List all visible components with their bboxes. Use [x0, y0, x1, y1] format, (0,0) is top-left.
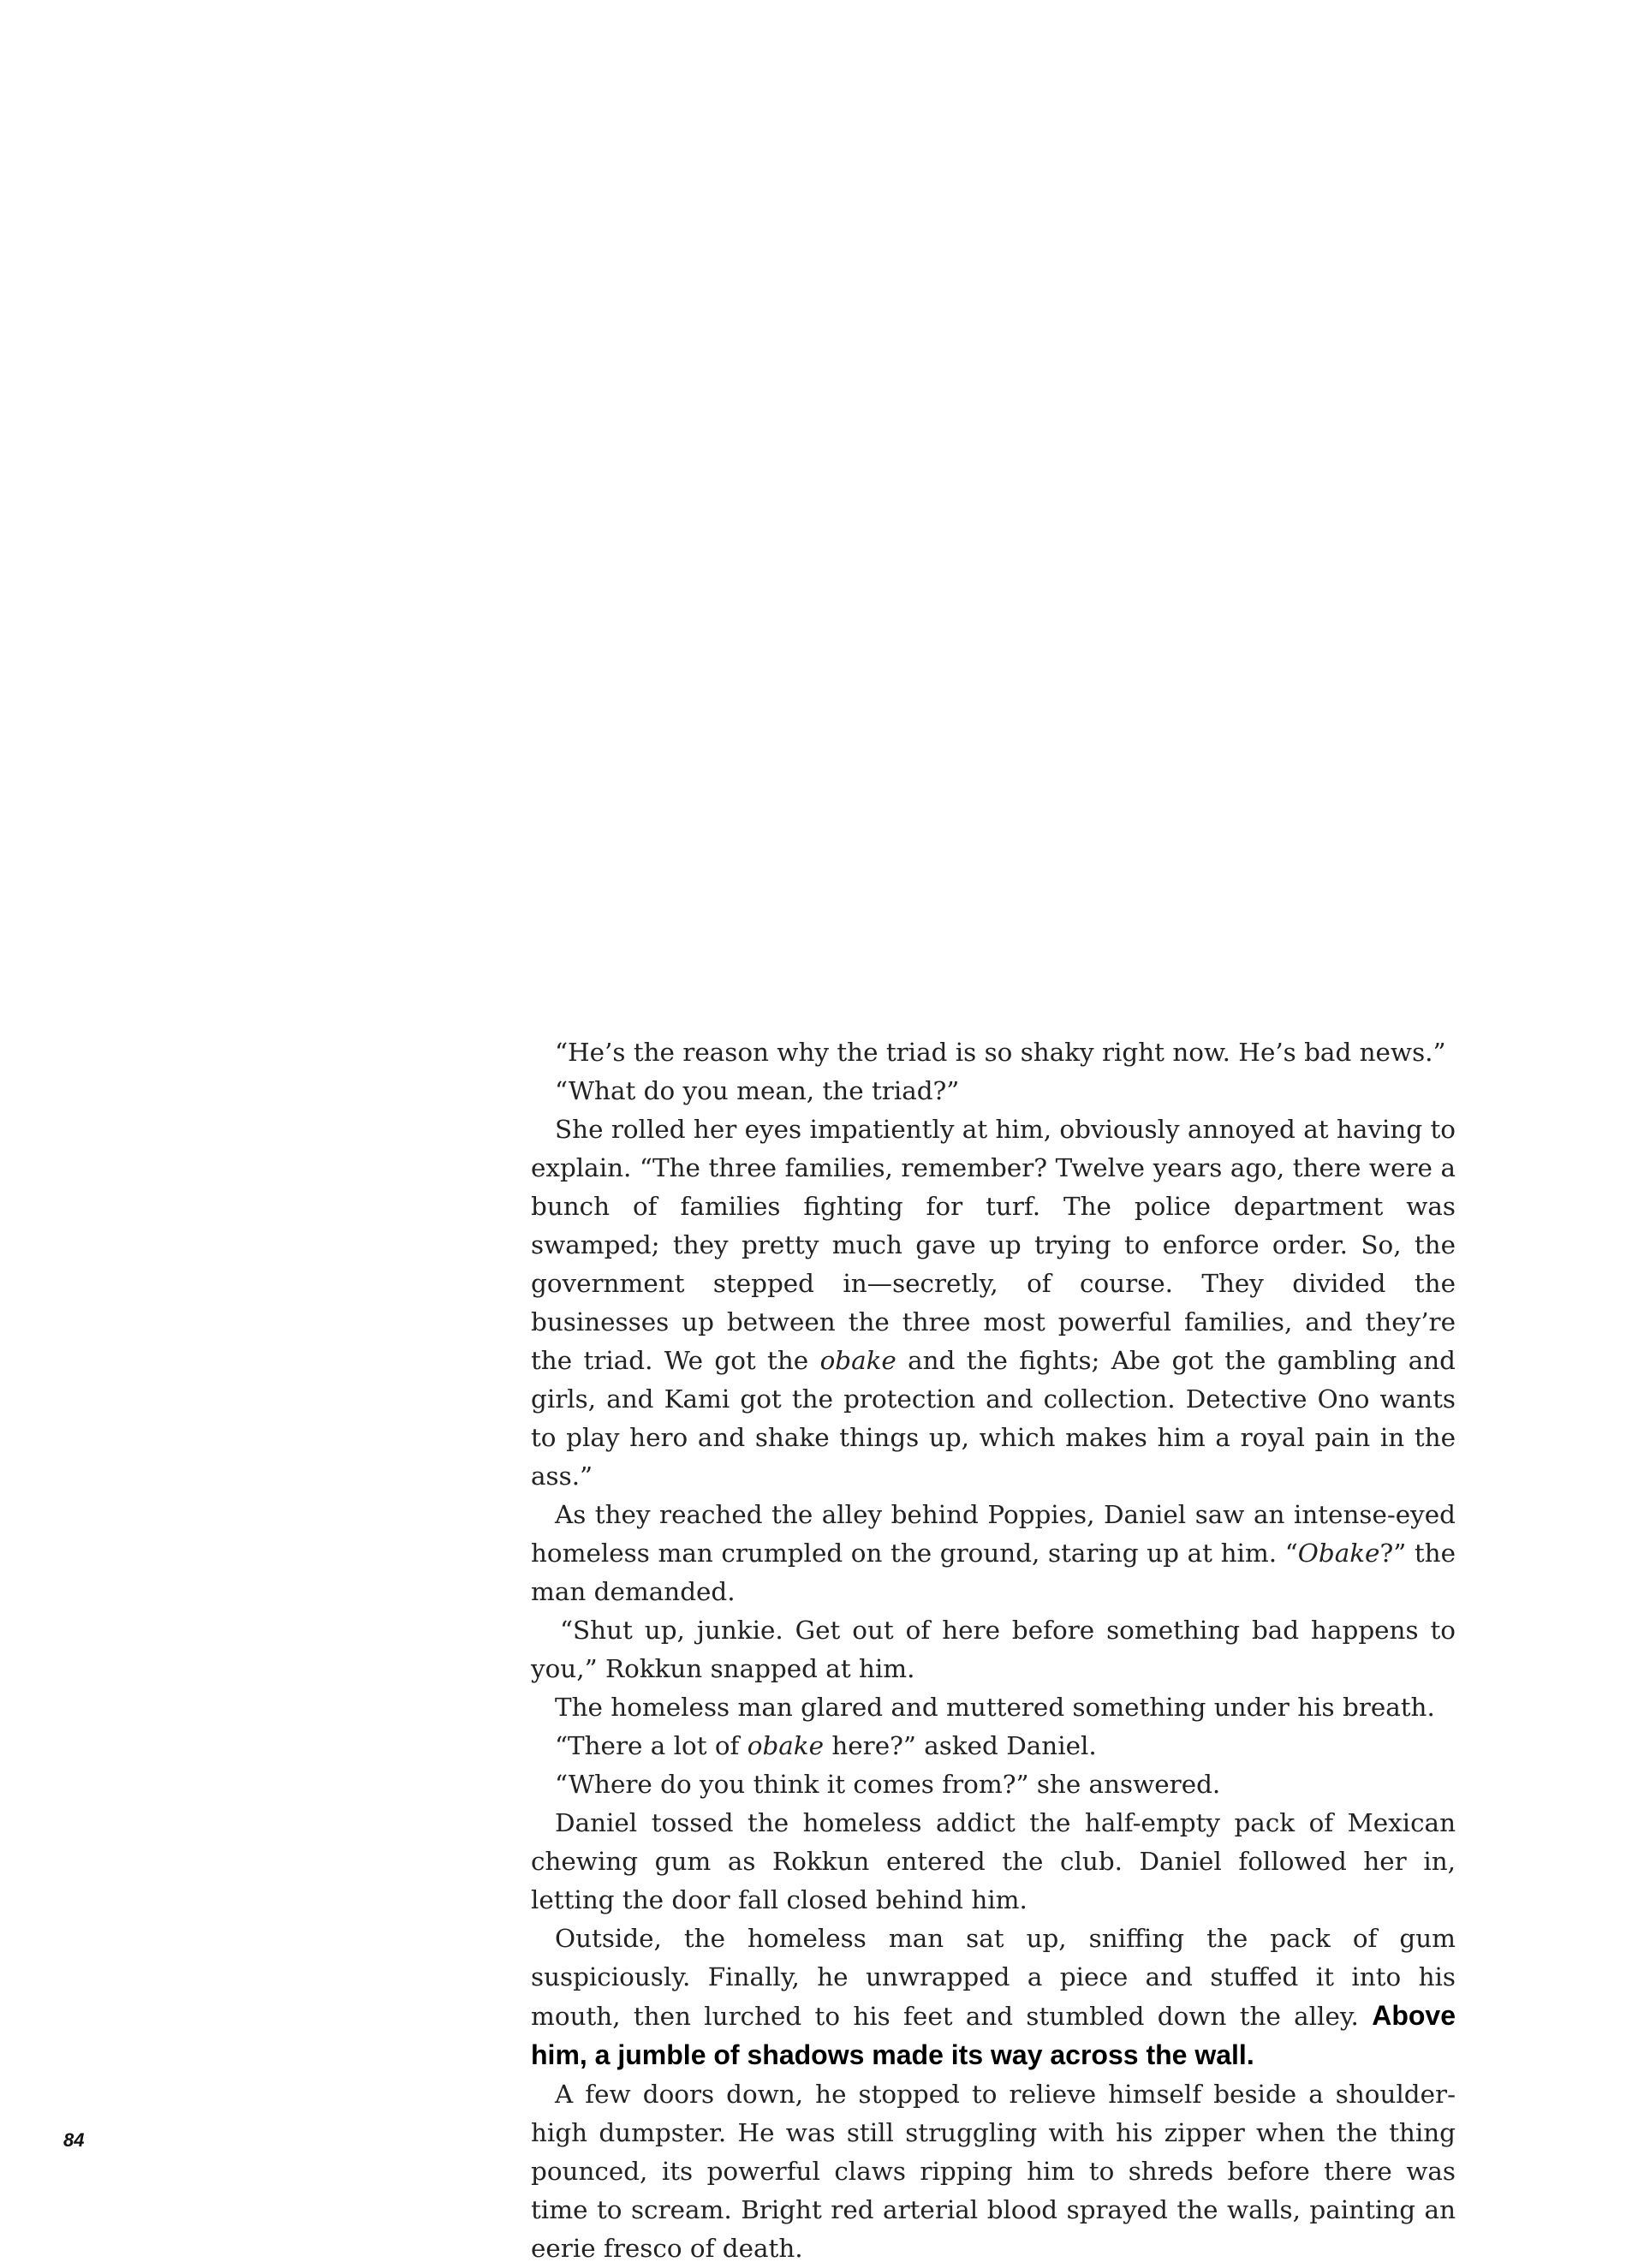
text-run: “He’s the reason why the triad is so shaky right now. He’s bad news.” — [555, 1038, 1446, 1067]
text-run: She rolled her eyes impatiently at him, obviously annoyed at having to explain. “The three families, remember? Twelve years ago, there were a bunch of families fighting for turf. The police department was swamped; they pretty much gave up trying to enforce order. So, the government stepped in—secretly, of course. They divided the businesses up between the three most powerful families, and they’re the triad. We got the — [531, 1115, 1456, 1375]
text-run: Outside, the homeless man sat up, sniffing the pack of gum suspiciously. Finally, he unwrapped a piece and stuffed it into his mouth, then lurched to his feet and stumbled down the alley. — [531, 1924, 1456, 2031]
text-run: Daniel tossed the homeless addict the half-empty pack of Mexican chewing gum as Rokkun entered the club. Daniel followed her in, letting the door fall closed behind him. — [531, 1808, 1456, 1914]
italic-term: obake — [747, 1731, 824, 1760]
body-text — [531, 1033, 1456, 2268]
paragraph — [531, 1072, 1456, 1110]
text-run: and the fights; Abe got the gambling and girls, and Kami got the protection and collection. Detective Ono wants to play hero and shake things up, which makes him a royal pain in the ass.” — [531, 1346, 1456, 1491]
paragraph — [531, 1688, 1456, 1727]
italic-term: Obake — [1297, 1539, 1380, 1568]
text-run: ?” the man demanded. — [531, 1539, 1456, 1606]
text-run: here?” asked Daniel. — [824, 1731, 1097, 1760]
paragraph — [531, 2075, 1456, 2268]
paragraph — [531, 1611, 1456, 1688]
text-run: “Shut up, junkie. Get out of here before something bad happens to you,” Rokkun snapped at him. — [531, 1616, 1456, 1683]
paragraph — [531, 1727, 1456, 1765]
text-run: “There a lot of — [555, 1731, 748, 1760]
text-run: As they reached the alley behind Poppies, Daniel saw an intense-eyed homeless man crumpled on the ground, staring up at him. “ — [531, 1500, 1456, 1568]
paragraph — [531, 1496, 1456, 1611]
text-run: “Where do you think it comes from?” she answered. — [555, 1770, 1221, 1799]
text-run: The homeless man glared and muttered something under his breath. — [555, 1693, 1435, 1722]
emphasis-callout: Above him, a jumble of shadows made its way across the wall. — [531, 2000, 1456, 2070]
text-run: A few doors down, he stopped to relieve himself beside a shoulder-high dumpster. He was still struggling with his zipper when the thing pounced, its powerful claws ripping him to shreds before there was time to scream. Bright red arterial blood sprayed the walls, painting an eerie fresco of death. — [531, 2080, 1456, 2263]
paragraph — [531, 1033, 1456, 1072]
paragraph — [531, 1804, 1456, 1920]
italic-term: obake — [819, 1346, 896, 1375]
paragraph — [531, 1765, 1456, 1804]
paragraph — [531, 1110, 1456, 1496]
text-run: “What do you mean, the triad?” — [555, 1076, 960, 1105]
paragraph — [531, 1920, 1456, 2075]
page-number: 84 — [63, 2129, 85, 2151]
